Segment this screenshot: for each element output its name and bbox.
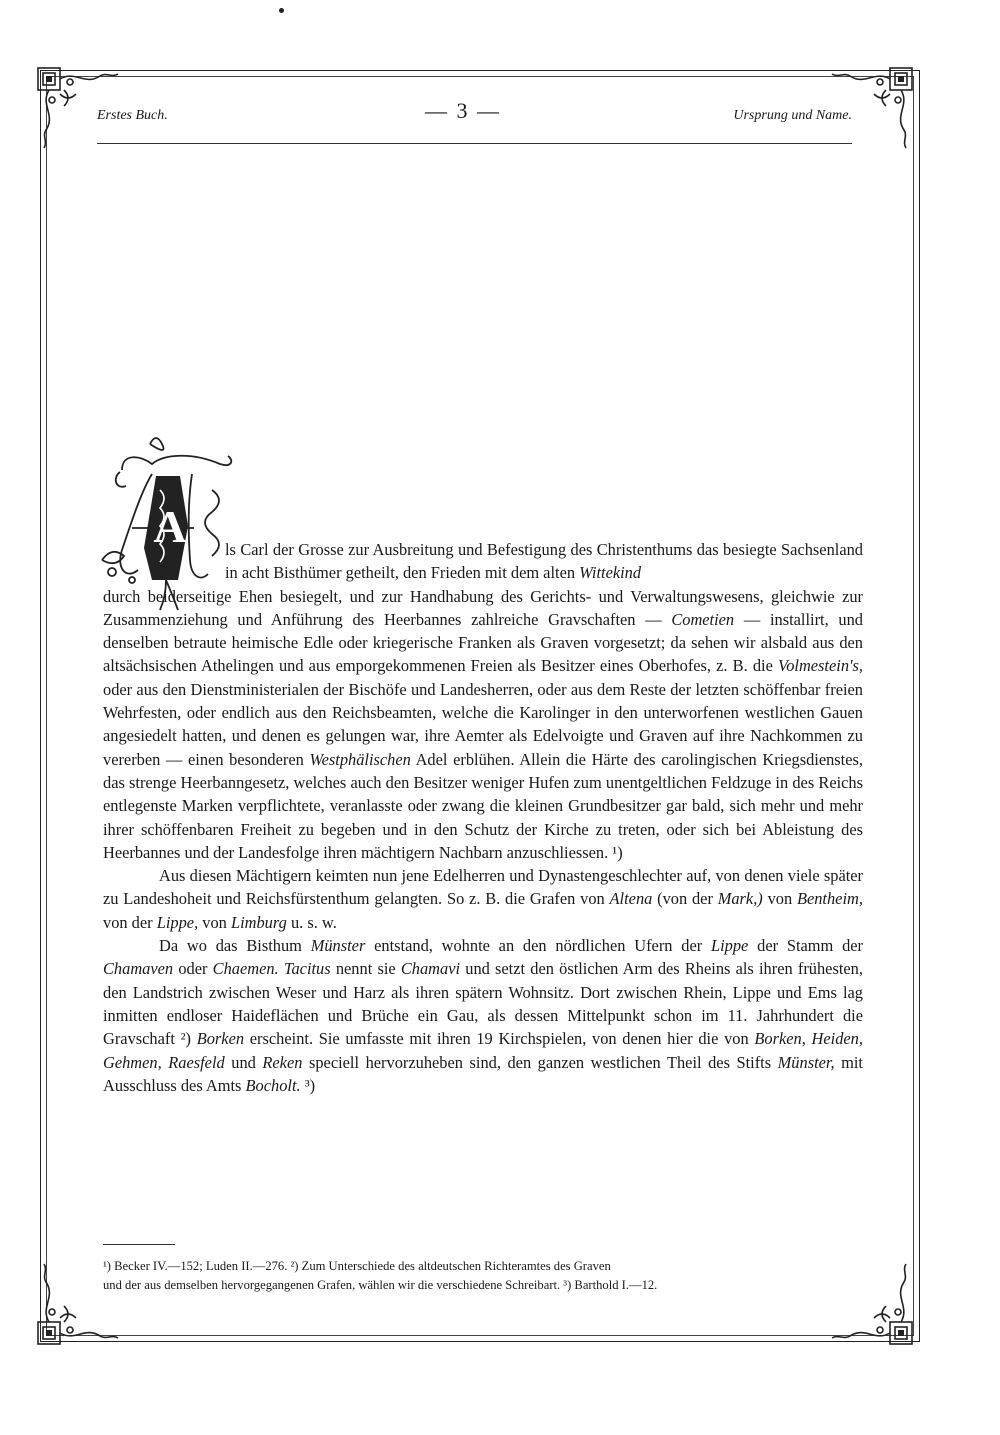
text-run: von xyxy=(767,889,793,909)
running-head xyxy=(97,98,852,128)
text-run: entstand, wohnte an den nördlichen Ufern der xyxy=(374,936,703,956)
footnote-line: und der aus demselben hervorgegangenen Grafen, wählen wir die verschiedene Schreibart. ³) Barthold I.—12. xyxy=(103,1278,658,1292)
initial-letter: A xyxy=(153,501,187,552)
italic-name: Lippe xyxy=(711,936,749,956)
text-run: nennt sie xyxy=(335,959,396,979)
text-run: u. s. w. xyxy=(290,912,337,932)
italic-name: Altena xyxy=(609,889,653,909)
italic-name: Chamaven xyxy=(103,959,174,979)
italic-name: Münster xyxy=(310,936,366,956)
footnote-rule xyxy=(103,1244,175,1245)
text-run: Da wo das Bisthum xyxy=(159,936,302,956)
stray-ink-dot xyxy=(279,8,284,13)
italic-term: Cometien xyxy=(671,609,735,629)
text-run: der Stamm der xyxy=(757,936,864,956)
header-rule xyxy=(97,143,852,144)
text-run: erscheint. Sie umfasste mit ihren 19 Kirchspielen, von denen hier die von xyxy=(249,1029,749,1049)
text-run: oder xyxy=(178,959,208,979)
italic-name: Tacitus xyxy=(283,959,331,979)
italic-term: Westphälischen xyxy=(309,749,411,769)
text-run: oder aus den Dienstministerialen der Bischöfe und Landesherren, oder aus dem Reste der letzten schöffenbar freien Wehrfesten, oder endlich aus den Reichsbeamten, welche die Karolinger in den unterworfenen westlichen Gauen angesiedelt hatten, und denen es gelungen war, ihre Aemter als Edelvoigte und Graven auf ihre Nachkommen zu vererben — einen besonderen xyxy=(103,679,863,769)
text-run: (von der xyxy=(657,889,713,909)
text-run: und setzt den östlichen Arm des Rheins als ihren frühesten, den Landstrich zwischen Weser und Harz als ihren spätern Wohnsitz. Dort zwischen Rhein, Lippe und Ems lag inmitten endloser Haideflächen und Brüche ein Gau, als dessen Mittelpunkt schon im 11. Jahrhundert die Gravschaft xyxy=(103,959,863,1049)
italic-name: Reken xyxy=(262,1052,303,1072)
italic-name: Lippe, xyxy=(156,912,199,932)
main-text xyxy=(103,538,863,1097)
italic-name: Mark,) xyxy=(717,889,763,909)
text-run: Adel erblühen. Allein die Härte des carolingischen Kriegsdienstes, das strenge Heerbanngesetz, welches auch den Besitzer weniger Hufen zum unentgeltlichen Feldzuge in des Reichs entlegenste Marken verpflichtete, veranlasste oder zwang die kleinen Grundbesitzer gar bald, sich mehr und mehr ihrer schöffenbaren Freiheit zu begeben und in den Schutz der Kirche zu treten, oder sich bei Ableistung des Heerbannes und der Landesfolge ihren mächtigern Nachbarn anzuschliessen. xyxy=(103,749,863,862)
italic-name: Chaemen. xyxy=(212,959,279,979)
italic-name: Wittekind xyxy=(579,563,642,583)
italic-name: Volmestein's, xyxy=(778,656,863,676)
footnote-line: ¹) Becker IV.—152; Luden II.—276. ²) Zum Unterschiede des altdeutschen Richteramtes des Graven xyxy=(103,1259,611,1273)
italic-name: Bocholt. xyxy=(245,1075,301,1095)
text-run: durch beiderseitige Ehen besiegelt, und zur Handhabung des Gerichts- und Verwaltungswesens, gleichwie zur Zusammenziehung und Anführung des Heerbannes zahlreiche Gravschaften — xyxy=(103,586,863,629)
text-run: ls Carl der Grosse zur Ausbreitung und Befestigung des Christenthums das besiegte Sachsenland in acht Bisthümer getheilt, den Frieden mit dem alten xyxy=(225,540,863,583)
italic-name: Chamavi xyxy=(400,959,461,979)
footnotes xyxy=(103,1257,863,1295)
page-number: — 3 — xyxy=(425,98,501,123)
italic-name: Borken, Heiden, Gehmen, Raesfeld xyxy=(103,1029,863,1072)
running-head-right: Ursprung und Name. xyxy=(733,108,852,123)
text-run: — installirt, und denselben betraute heimische Edle oder kriegerische Franken als Graven vorgesetzt; da sehen wir alsbald aus den altsächsischen Athelingen und aus emporgekommenen Freien als Besitzer eines Oberhofes, z. B. die xyxy=(103,609,863,676)
footnote-ref: ³) xyxy=(304,1075,316,1095)
text-run: von xyxy=(202,912,227,932)
text-run: von der xyxy=(103,912,153,932)
text-run: und xyxy=(231,1052,256,1072)
italic-name: Bentheim, xyxy=(796,889,863,909)
text-run: mit Ausschluss des Amts xyxy=(103,1052,863,1095)
italic-name: Borken xyxy=(196,1029,245,1049)
paragraph-3 xyxy=(103,934,863,1097)
italic-name: Limburg xyxy=(230,912,287,932)
italic-name: Münster, xyxy=(777,1052,835,1072)
paragraph-2 xyxy=(103,864,863,934)
footnote-ref: ²) xyxy=(180,1029,191,1049)
paragraph-1 xyxy=(103,538,863,864)
text-run: speciell hervorzuheben sind, den ganzen westlichen Theil des Stifts xyxy=(308,1052,772,1072)
text-run: Aus diesen Mächtigern keimten nun jene Edelherren und Dynastengeschlechter auf, von denen viele später zu Landeshoheit und Reichsfürstenthum gelangten. So z. B. die Grafen von xyxy=(103,866,863,909)
footnote-ref: ¹) xyxy=(612,842,623,862)
running-head-left: Erstes Buch. xyxy=(97,108,168,123)
